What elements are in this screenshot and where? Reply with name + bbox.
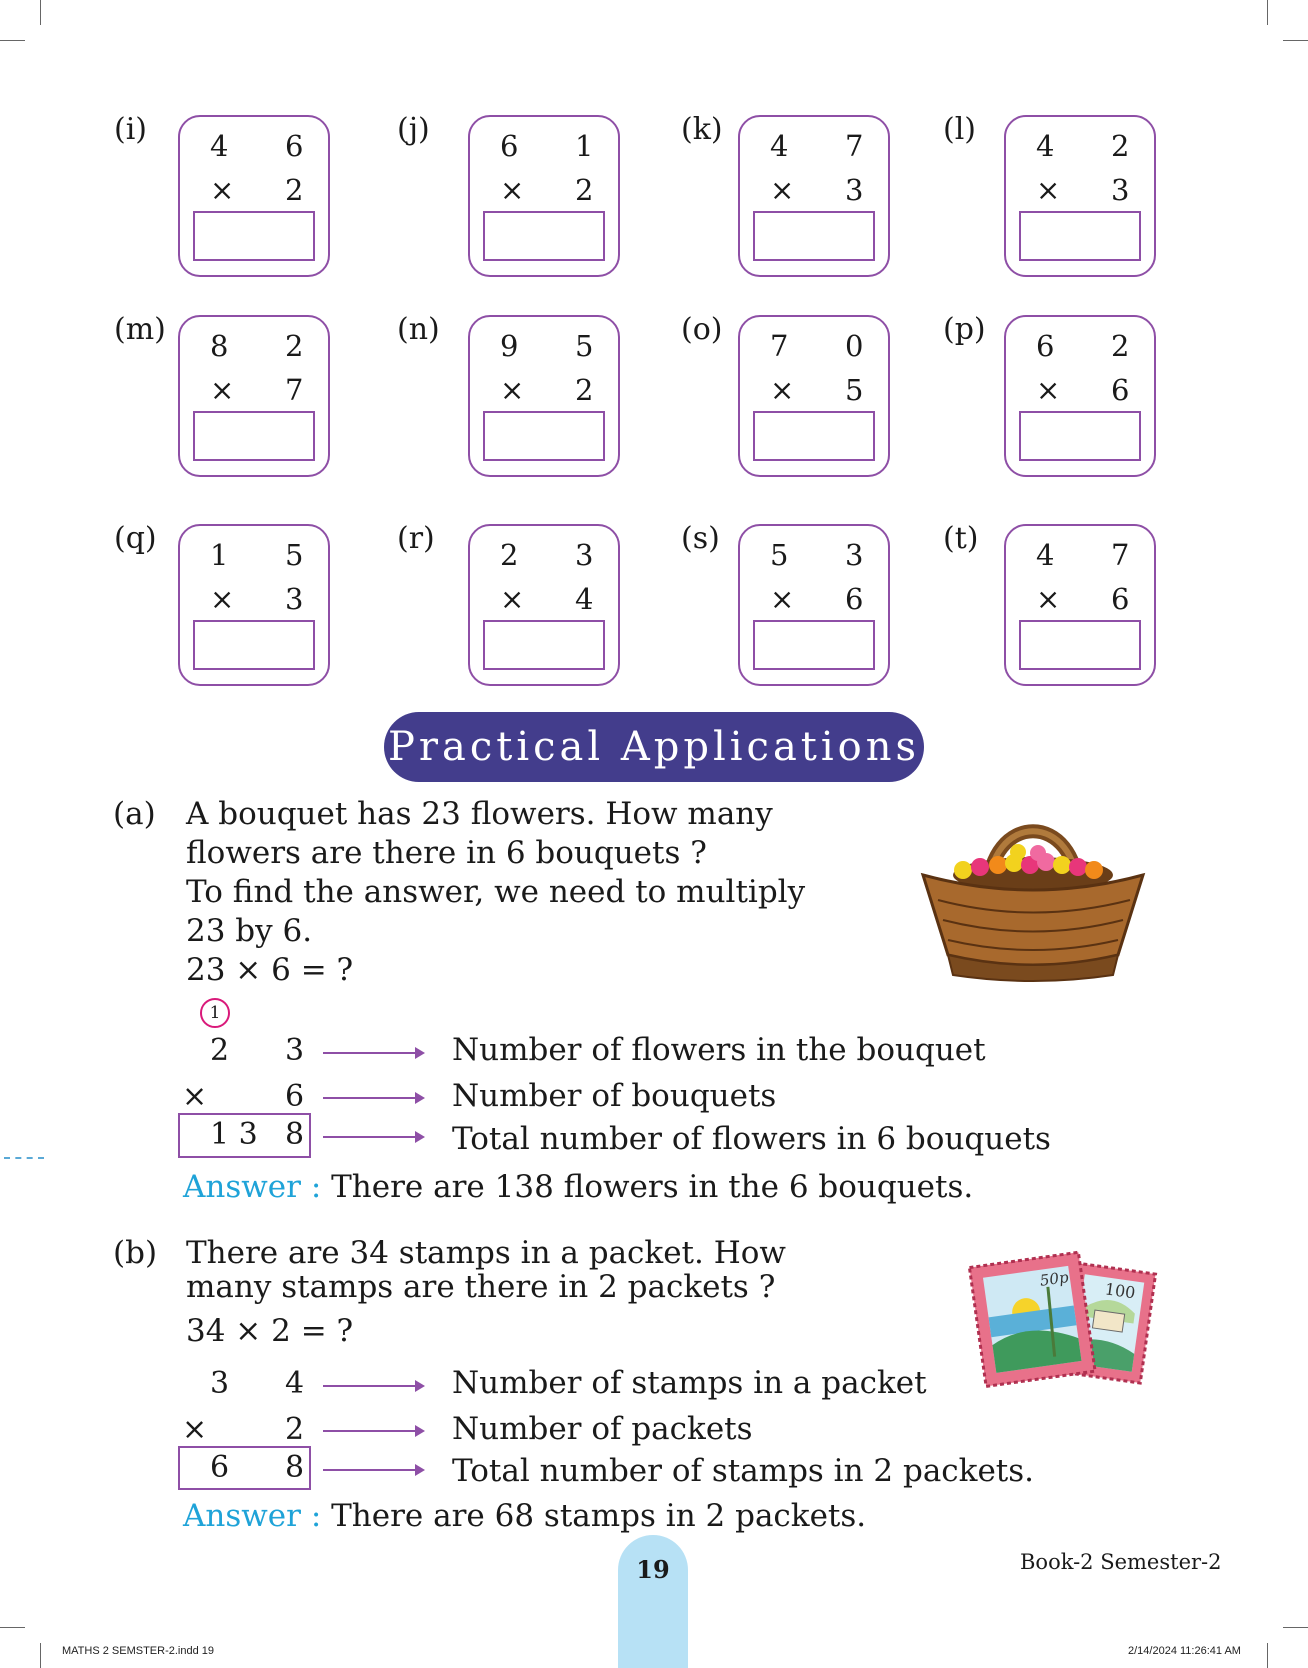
exercise-operator: × xyxy=(770,173,795,207)
exercise-label: (t) xyxy=(943,521,979,556)
exercise-multiplier: 7 xyxy=(285,373,304,407)
stamp-value-100: 100 xyxy=(1103,1279,1137,1303)
exercise-digit-tens: 1 xyxy=(210,538,229,572)
exercise-digit-ones: 1 xyxy=(575,129,594,163)
exercise-label: (r) xyxy=(397,521,435,556)
crop-mark xyxy=(0,1627,25,1628)
exercise-multiplier: 3 xyxy=(845,173,864,207)
exercise-operator: × xyxy=(770,373,795,407)
exercise-digit-ones: 0 xyxy=(845,329,864,363)
exercise-label: (q) xyxy=(114,521,157,556)
exercise-label: (l) xyxy=(943,112,977,147)
problem-b-line-2: many stamps are there in 2 packets ? xyxy=(186,1269,776,1305)
exercise-label: (j) xyxy=(397,112,430,147)
exercise-digit-tens: 4 xyxy=(770,129,789,163)
a-row1-digit2: 3 xyxy=(285,1033,305,1068)
b-row2-operator: × xyxy=(182,1412,208,1447)
answer-input-box[interactable] xyxy=(193,620,315,670)
exercise-operator: × xyxy=(770,582,795,616)
exercise-card xyxy=(1004,115,1156,277)
exercise-multiplier: 6 xyxy=(1111,373,1130,407)
b-row2-digit2: 2 xyxy=(285,1412,305,1447)
exercise-digit-tens: 7 xyxy=(770,329,789,363)
exercise-label: (m) xyxy=(114,312,166,347)
arrow-icon xyxy=(323,1052,423,1054)
crop-mark xyxy=(1267,0,1268,25)
answer-input-box[interactable] xyxy=(1019,211,1141,261)
carry-digit: 1 xyxy=(209,1003,221,1023)
arrow-icon xyxy=(323,1430,423,1432)
b-row2-desc: Number of packets xyxy=(452,1411,753,1447)
exercise-digit-ones: 2 xyxy=(285,329,304,363)
b-row1-desc: Number of stamps in a packet xyxy=(452,1365,927,1401)
a-row1-digit1: 2 xyxy=(210,1033,230,1068)
stamp-value-50p: 50p xyxy=(1038,1267,1070,1290)
exercise-card xyxy=(468,115,620,277)
book-label: Book-2 Semester-2 xyxy=(1020,1550,1222,1574)
crop-mark xyxy=(40,0,41,25)
arrow-icon xyxy=(323,1469,423,1471)
margin-dash xyxy=(4,1157,44,1159)
exercise-digit-tens: 4 xyxy=(210,129,229,163)
arrow-icon xyxy=(323,1097,423,1099)
exercise-digit-tens: 9 xyxy=(500,329,519,363)
answer-input-box[interactable] xyxy=(1019,620,1141,670)
answer-input-box[interactable] xyxy=(483,411,605,461)
page-number: 19 xyxy=(636,1555,670,1584)
a-row2-desc: Number of bouquets xyxy=(452,1078,777,1114)
exercise-multiplier: 6 xyxy=(845,582,864,616)
problem-a-line-5: 23 × 6 = ? xyxy=(186,952,354,988)
answer-text: There are 138 flowers in the 6 bouquets. xyxy=(331,1169,974,1205)
exercise-multiplier: 3 xyxy=(285,582,304,616)
answer-input-box[interactable] xyxy=(753,211,875,261)
b-row1-digit2: 4 xyxy=(285,1366,305,1401)
a-row2-operator: × xyxy=(182,1079,208,1114)
arrow-icon xyxy=(323,1136,423,1138)
a-row3-digit2: 8 xyxy=(285,1117,305,1152)
answer-input-box[interactable] xyxy=(1019,411,1141,461)
answer-input-box[interactable] xyxy=(193,211,315,261)
problem-b-line-3: 34 × 2 = ? xyxy=(186,1313,354,1349)
page-number-tab xyxy=(618,1535,688,1668)
exercise-label: (o) xyxy=(681,312,723,347)
answer-text: There are 68 stamps in 2 packets. xyxy=(331,1498,867,1534)
b-row3-digit2: 8 xyxy=(285,1450,305,1485)
b-row1-digit1: 3 xyxy=(210,1366,230,1401)
exercise-digit-tens: 5 xyxy=(770,538,789,572)
exercise-digit-tens: 8 xyxy=(210,329,229,363)
exercise-digit-ones: 7 xyxy=(1111,538,1130,572)
exercise-digit-tens: 6 xyxy=(500,129,519,163)
crop-mark xyxy=(1267,1643,1268,1668)
exercise-label: (i) xyxy=(114,112,148,147)
exercise-digit-tens: 6 xyxy=(1036,329,1055,363)
a-row3-digit1: 1 3 xyxy=(210,1117,258,1152)
exercise-operator: × xyxy=(500,582,525,616)
exercise-multiplier: 3 xyxy=(1111,173,1130,207)
a-answer xyxy=(183,1168,973,1207)
problem-a-line-3: To find the answer, we need to multiply xyxy=(186,874,806,910)
arrow-icon xyxy=(323,1385,423,1387)
exercise-digit-ones: 5 xyxy=(285,538,304,572)
exercise-digit-ones: 3 xyxy=(575,538,594,572)
exercise-multiplier: 2 xyxy=(575,373,594,407)
exercise-digit-ones: 7 xyxy=(845,129,864,163)
carry-badge xyxy=(200,998,230,1028)
exercise-label: (s) xyxy=(681,521,720,556)
exercise-operator: × xyxy=(1036,173,1061,207)
exercise-card xyxy=(178,115,330,277)
answer-input-box[interactable] xyxy=(483,620,605,670)
exercise-multiplier: 2 xyxy=(285,173,304,207)
exercise-card xyxy=(738,115,890,277)
crop-mark xyxy=(40,1643,41,1668)
crop-mark xyxy=(0,40,25,41)
exercise-card xyxy=(1004,524,1156,686)
exercise-multiplier: 4 xyxy=(575,582,594,616)
exercise-multiplier: 5 xyxy=(845,373,864,407)
exercise-operator: × xyxy=(210,373,235,407)
problem-b-line-1: There are 34 stamps in a packet. How xyxy=(186,1235,786,1271)
flower-basket-illustration xyxy=(918,815,1148,985)
exercise-digit-ones: 3 xyxy=(845,538,864,572)
b-row3-digit1: 6 xyxy=(210,1450,230,1485)
exercise-operator: × xyxy=(1036,373,1061,407)
exercise-card xyxy=(468,315,620,477)
exercise-digit-tens: 4 xyxy=(1036,538,1055,572)
exercise-digit-tens: 2 xyxy=(500,538,519,572)
answer-input-box[interactable] xyxy=(483,211,605,261)
exercise-label: (k) xyxy=(681,112,723,147)
exercise-digit-ones: 2 xyxy=(1111,329,1130,363)
problem-a-label: (a) xyxy=(113,796,156,832)
exercise-multiplier: 2 xyxy=(575,173,594,207)
stamps-illustration xyxy=(968,1250,1160,1400)
exercise-operator: × xyxy=(500,173,525,207)
exercise-digit-tens: 4 xyxy=(1036,129,1055,163)
answer-label: Answer : xyxy=(183,1498,322,1534)
problem-a-line-4: 23 by 6. xyxy=(186,913,313,949)
slug-left: MATHS 2 SEMSTER-2.indd 19 xyxy=(62,1645,215,1657)
exercise-card xyxy=(178,315,330,477)
exercise-operator: × xyxy=(210,582,235,616)
exercise-card xyxy=(1004,315,1156,477)
slug-right: 2/14/2024 11:26:41 AM xyxy=(1128,1645,1241,1657)
exercise-card xyxy=(738,524,890,686)
answer-label: Answer : xyxy=(183,1169,322,1205)
exercise-digit-ones: 6 xyxy=(285,129,304,163)
exercise-card xyxy=(738,315,890,477)
a-row3-desc: Total number of flowers in 6 bouquets xyxy=(452,1121,1051,1157)
problem-a-line-1: A bouquet has 23 flowers. How many xyxy=(186,796,773,832)
answer-input-box[interactable] xyxy=(753,411,875,461)
a-row2-digit2: 6 xyxy=(285,1079,305,1114)
section-title: Practical Applications xyxy=(384,712,924,782)
exercise-operator: × xyxy=(210,173,235,207)
b-row3-desc: Total number of stamps in 2 packets. xyxy=(452,1453,1035,1489)
problem-a-line-2: flowers are there in 6 bouquets ? xyxy=(186,835,707,871)
crop-mark xyxy=(1283,40,1308,41)
crop-mark xyxy=(1283,1627,1308,1628)
exercise-digit-ones: 5 xyxy=(575,329,594,363)
exercise-multiplier: 6 xyxy=(1111,582,1130,616)
exercise-label: (p) xyxy=(943,312,986,347)
exercise-label: (n) xyxy=(397,312,440,347)
exercise-digit-ones: 2 xyxy=(1111,129,1130,163)
problem-b-label: (b) xyxy=(113,1235,158,1271)
exercise-card xyxy=(178,524,330,686)
exercise-operator: × xyxy=(1036,582,1061,616)
b-answer xyxy=(183,1497,866,1536)
exercise-operator: × xyxy=(500,373,525,407)
answer-input-box[interactable] xyxy=(753,620,875,670)
exercise-card xyxy=(468,524,620,686)
a-row1-desc: Number of flowers in the bouquet xyxy=(452,1032,986,1068)
answer-input-box[interactable] xyxy=(193,411,315,461)
